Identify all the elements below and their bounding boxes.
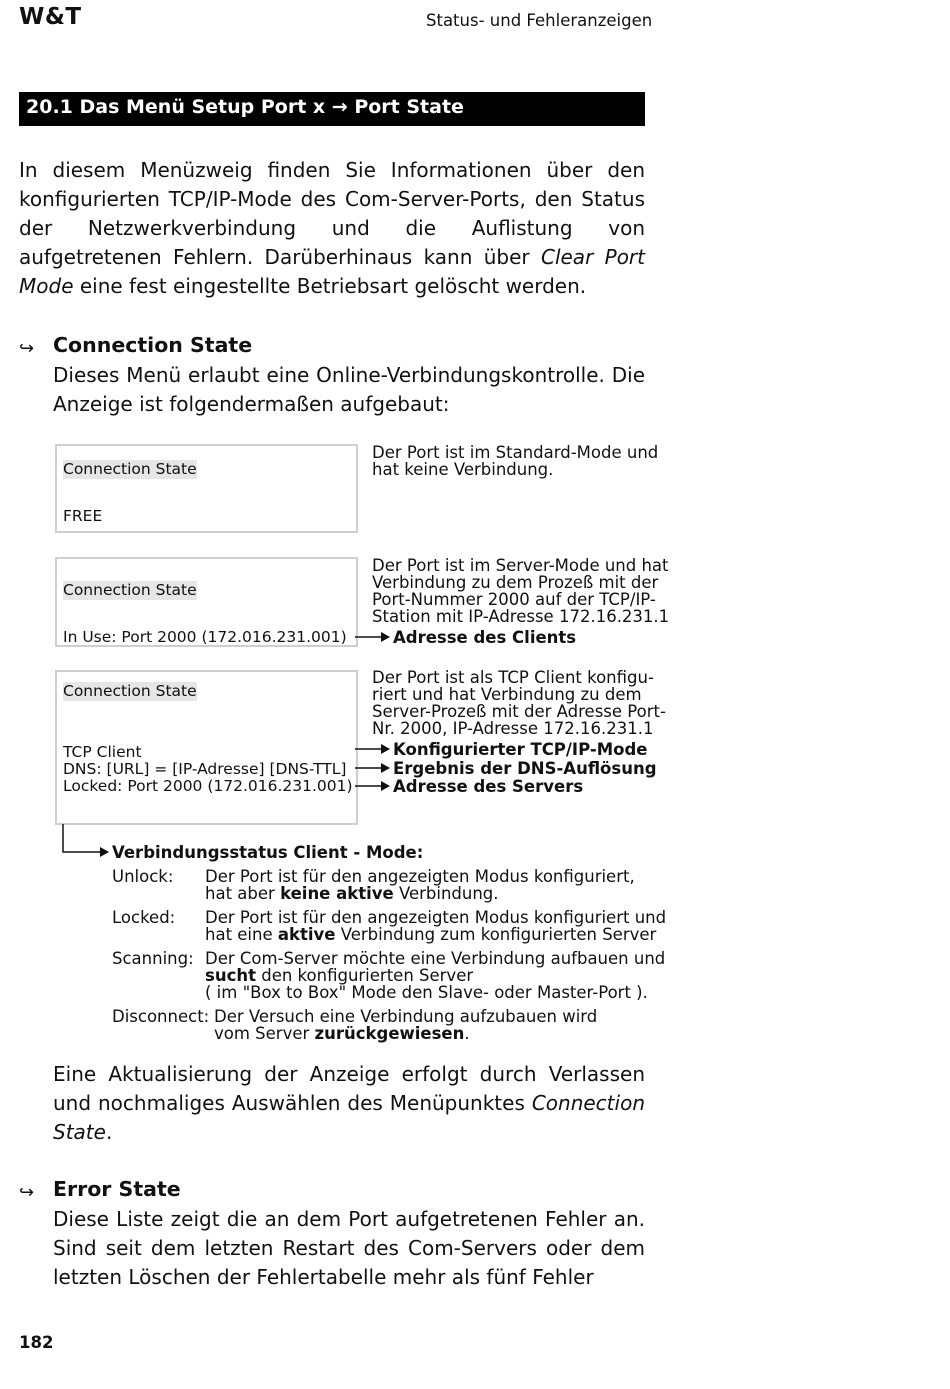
update-note-text: Eine Aktualisierung der Anzeige erfolgt durch Verlassen und nochmaliges Auswählen des Menüpunktes xyxy=(53,1062,645,1115)
example-3-description xyxy=(372,669,666,737)
display-screen-in-use xyxy=(55,557,358,647)
arrow-right-icon xyxy=(355,760,391,776)
update-note xyxy=(53,1060,645,1147)
error-state-text: Diese Liste zeigt die an dem Port aufgetretenen Fehler an. Sind seit dem letzten Restart des Com-Servers oder dem letzten Löschen der Fehlertabelle mehr als fünf Fehler xyxy=(53,1207,645,1289)
connection-state-heading: Connection State xyxy=(53,333,253,357)
status-def-line xyxy=(205,926,656,943)
connection-state-text: Dieses Menü erlaubt eine Online-Verbindungskontrolle. Die Anzeige ist folgendermaßen aufgebaut: xyxy=(53,363,645,416)
status-def-text: . xyxy=(464,1024,470,1043)
update-note-italic: Connection State xyxy=(53,1091,645,1144)
status-def-line xyxy=(214,1025,470,1042)
arrow-right-icon xyxy=(355,741,391,757)
status-term-locked: Locked: xyxy=(112,908,176,927)
status-def-line xyxy=(205,967,473,984)
status-def-text: Verbindung. xyxy=(393,884,499,903)
intro-italic: Clear Port Mode xyxy=(19,245,645,298)
section-title: 20.1 Das Menü Setup Port x → Port State xyxy=(26,96,464,118)
screen-line: Locked: Port 2000 (172.016.231.001) xyxy=(63,777,353,795)
description-line: Server-Prozeß mit der Adresse Port- xyxy=(372,702,666,721)
arrow-right-icon xyxy=(355,778,391,794)
page-number: 182 xyxy=(19,1333,54,1352)
screen-line: In Use: Port 2000 (172.016.231.001) xyxy=(63,628,347,646)
status-def-line xyxy=(205,885,499,902)
display-screen-tcp-client xyxy=(55,670,358,825)
description-line: Nr. 2000, IP-Adresse 172.16.231.1 xyxy=(372,719,654,738)
arrow-label-dns-result: Ergebnis der DNS-Auflösung xyxy=(393,759,657,778)
error-state-heading: Error State xyxy=(53,1177,181,1201)
status-def-line: ( im "Box to Box" Mode den Slave- oder Master-Port ). xyxy=(205,983,648,1002)
intro-text-2: eine fest eingestellte Betriebsart gelöscht werden. xyxy=(73,274,587,298)
hook-arrow-icon: ↪ xyxy=(19,338,35,359)
status-def-text: Verbindung zum konfigurierten Server xyxy=(335,925,657,944)
screen-line: FREE xyxy=(63,507,103,525)
description-line: riert und hat Verbindung zu dem xyxy=(372,685,642,704)
description-line: Station mit IP-Adresse 172.16.231.1 xyxy=(372,607,670,626)
screen-title: Connection State xyxy=(63,581,197,599)
description-line: Der Port ist im Server-Mode und hat xyxy=(372,556,669,575)
arrow-right-icon xyxy=(355,629,391,645)
status-term-scanning: Scanning: xyxy=(112,949,194,968)
status-def-bold: keine aktive xyxy=(280,884,394,903)
screen-title: Connection State xyxy=(63,460,197,478)
status-term-unlock: Unlock: xyxy=(112,867,174,886)
example-2-description xyxy=(372,557,669,625)
error-state-description xyxy=(53,1205,645,1292)
description-line: Port-Nummer 2000 auf der TCP/IP- xyxy=(372,590,656,609)
status-def-text: den konfigurierten Server xyxy=(255,966,474,985)
description-line: Der Port ist als TCP Client konfigu- xyxy=(372,668,654,687)
update-note-end: . xyxy=(105,1120,113,1144)
arrow-label-tcp-mode: Konfigurierter TCP/IP-Mode xyxy=(393,740,648,759)
elbow-arrow-icon xyxy=(60,824,110,860)
status-def-bold: zurückgewiesen xyxy=(314,1024,465,1043)
brand-logo: W&T xyxy=(19,4,82,30)
status-def-bold: aktive xyxy=(277,925,336,944)
hook-arrow-icon: ↪ xyxy=(19,1182,35,1203)
screen-line: DNS: [URL] = [IP-Adresse] [DNS-TTL] xyxy=(63,760,347,778)
connection-state-description xyxy=(53,361,645,419)
arrow-label-client-address: Adresse des Clients xyxy=(393,628,577,647)
status-def-text: hat eine xyxy=(205,925,278,944)
client-status-heading: Verbindungsstatus Client - Mode: xyxy=(112,843,424,862)
status-def-text: hat aber xyxy=(205,884,281,903)
screen-title: Connection State xyxy=(63,682,197,700)
status-def-bold: sucht xyxy=(205,966,256,985)
running-head: Status- und Fehleranzeigen xyxy=(426,11,653,30)
example-1-description xyxy=(372,444,658,478)
screen-line: TCP Client xyxy=(63,743,142,761)
status-term-disconnect: Disconnect: xyxy=(112,1007,210,1026)
status-def-line: Der Versuch eine Verbindung aufzubauen wird xyxy=(214,1007,598,1026)
description-line: Der Port ist im Standard-Mode und xyxy=(372,443,659,462)
intro-text-1: In diesem Menüzweig finden Sie Informationen über den konfigurierten TCP/IP-Mode des Com-Server-Ports, den Status der Netzwerkverbindung und die Auflistung von aufgetretenen Fehlern. Darüberhinaus kann über xyxy=(19,158,645,269)
description-line: Verbindung zu dem Prozeß mit der xyxy=(372,573,659,592)
status-def-line: Der Com-Server möchte eine Verbindung aufbauen und xyxy=(205,949,666,968)
status-def-line: Der Port ist für den angezeigten Modus konfiguriert, xyxy=(205,867,635,886)
description-line: hat keine Verbindung. xyxy=(372,460,554,479)
arrow-label-server-address: Adresse des Servers xyxy=(393,777,584,796)
status-def-text: vom Server xyxy=(214,1024,315,1043)
display-screen-free xyxy=(55,444,358,533)
section-title-bar xyxy=(19,92,645,126)
status-def-line: Der Port ist für den angezeigten Modus konfiguriert und xyxy=(205,908,667,927)
intro-paragraph xyxy=(19,156,645,301)
